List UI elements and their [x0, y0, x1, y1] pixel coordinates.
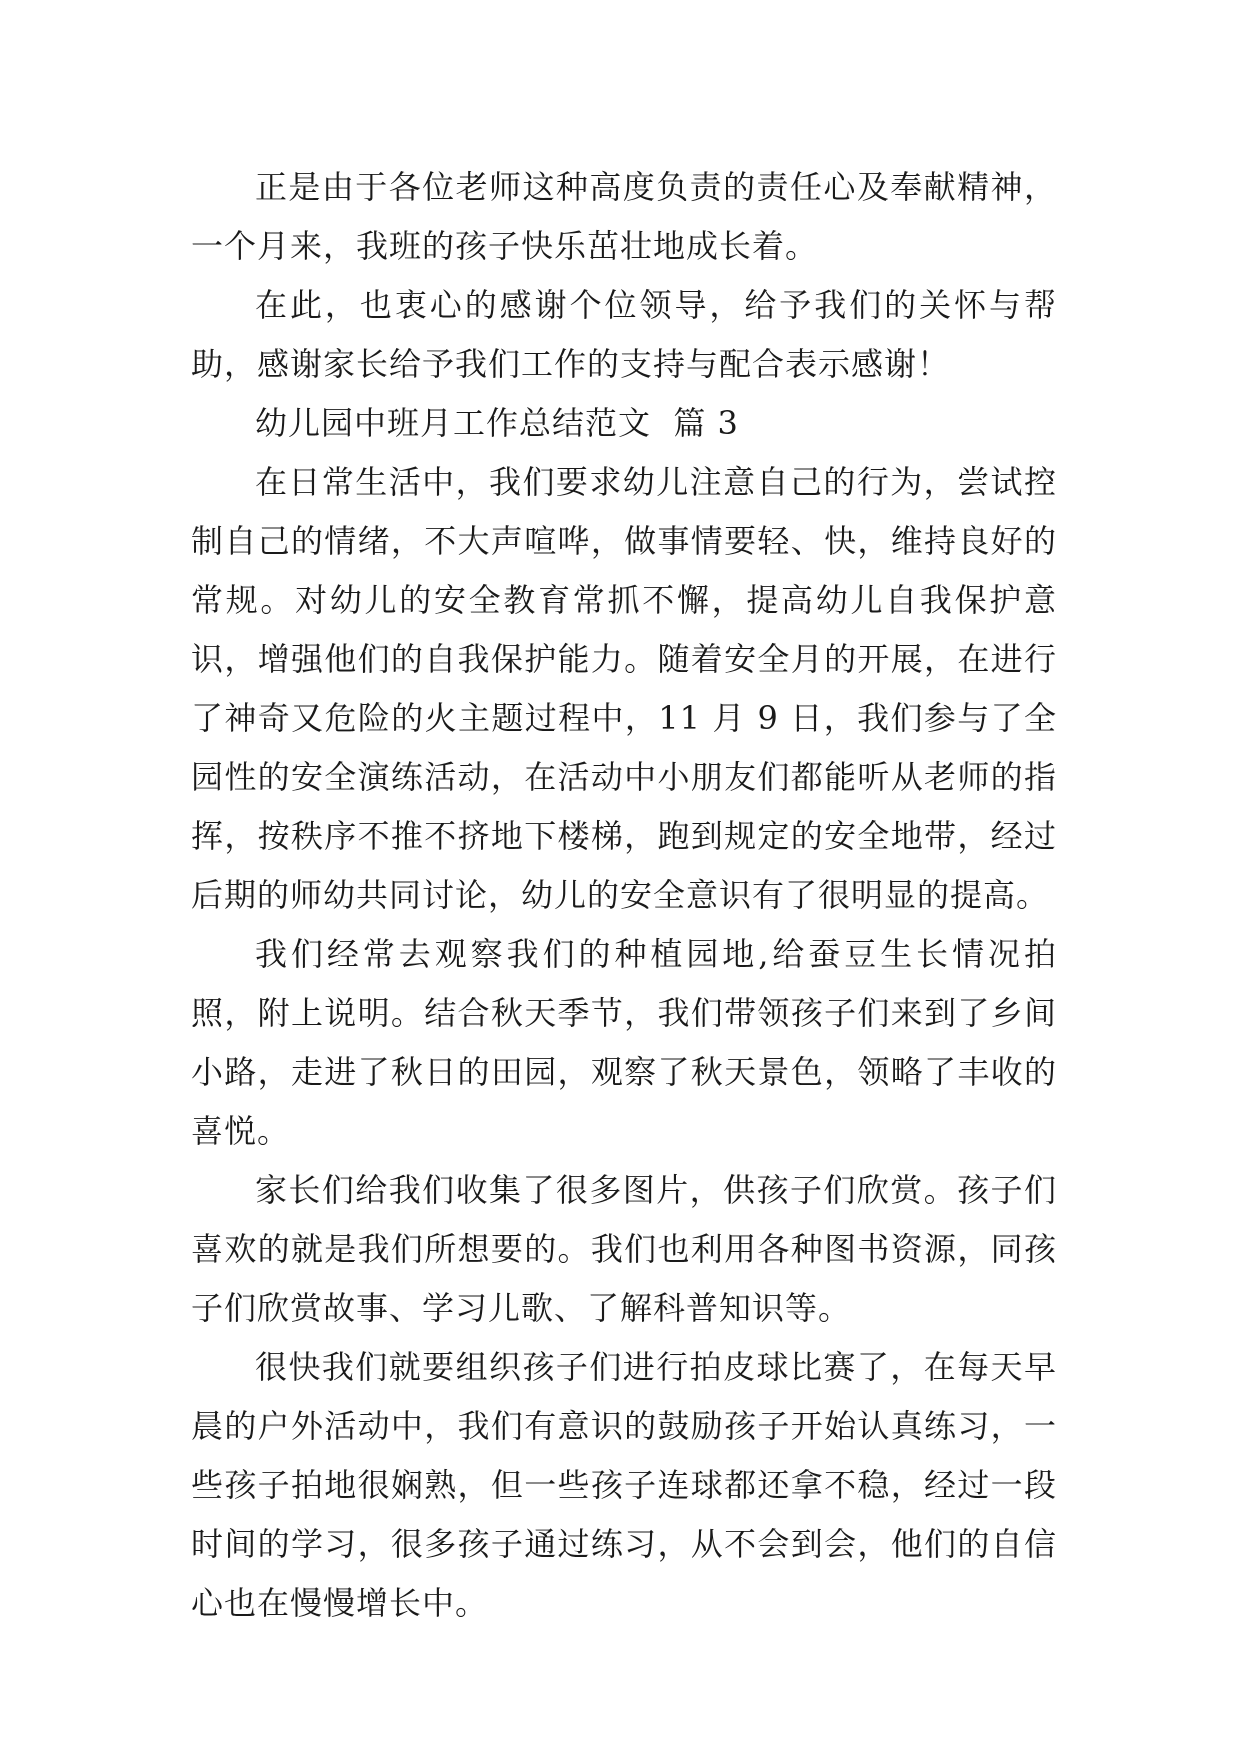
- body-paragraph: 很快我们就要组织孩子们进行拍皮球比赛了，在每天早晨的户外活动中，我们有意识的鼓励孩子开始认真练习，一些孩子拍地很娴熟，但一些孩子连球都还拿不稳，经过一段时间的学习，很多孩子通过练习，从不会到会，他们的自信心也在慢慢增长中。: [191, 1348, 1057, 1622]
- body-paragraph: 家长们给我们收集了很多图片，供孩子们欣赏。孩子们喜欢的就是我们所想要的。我们也利用各种图书资源，同孩子们欣赏故事、学习儿歌、了解科普知识等。: [191, 1171, 1057, 1327]
- body-paragraph: 我们经常去观察我们的种植园地,给蚕豆生长情况拍照，附上说明。结合秋天季节，我们带领孩子们来到了乡间小路，走进了秋日的田园，观察了秋天景色，领略了丰收的喜悦。: [191, 935, 1057, 1150]
- body-paragraph: 正是由于各位老师这种高度负责的责任心及奉献精神，一个月来，我班的孩子快乐茁壮地成长着。: [191, 168, 1057, 265]
- body-paragraph: 在日常生活中，我们要求幼儿注意自己的行为，尝试控制自己的情绪，不大声喧哗，做事情要轻、快，维持良好的常规。对幼儿的安全教育常抓不懈，提高幼儿自我保护意识，增强他们的自我保护能力。随着安全月的开展，在进行了神奇又危险的火主题过程中，11 月 9 日，我们参与了全园性的安全演练活动，在活动中小朋友们都能听从老师的指挥，按秩序不推不挤地下楼梯，跑到规定的安全地带，经过后期的师幼共同讨论，幼儿的安全意识有了很明显的提高。: [191, 463, 1057, 914]
- section-title: 幼儿园中班月工作总结范文 篇 3: [255, 404, 739, 442]
- body-paragraph: 在此，也衷心的感谢个位领导，给予我们的关怀与帮助，感谢家长给予我们工作的支持与配合表示感谢！: [191, 286, 1057, 383]
- document-body: [191, 158, 1057, 1633]
